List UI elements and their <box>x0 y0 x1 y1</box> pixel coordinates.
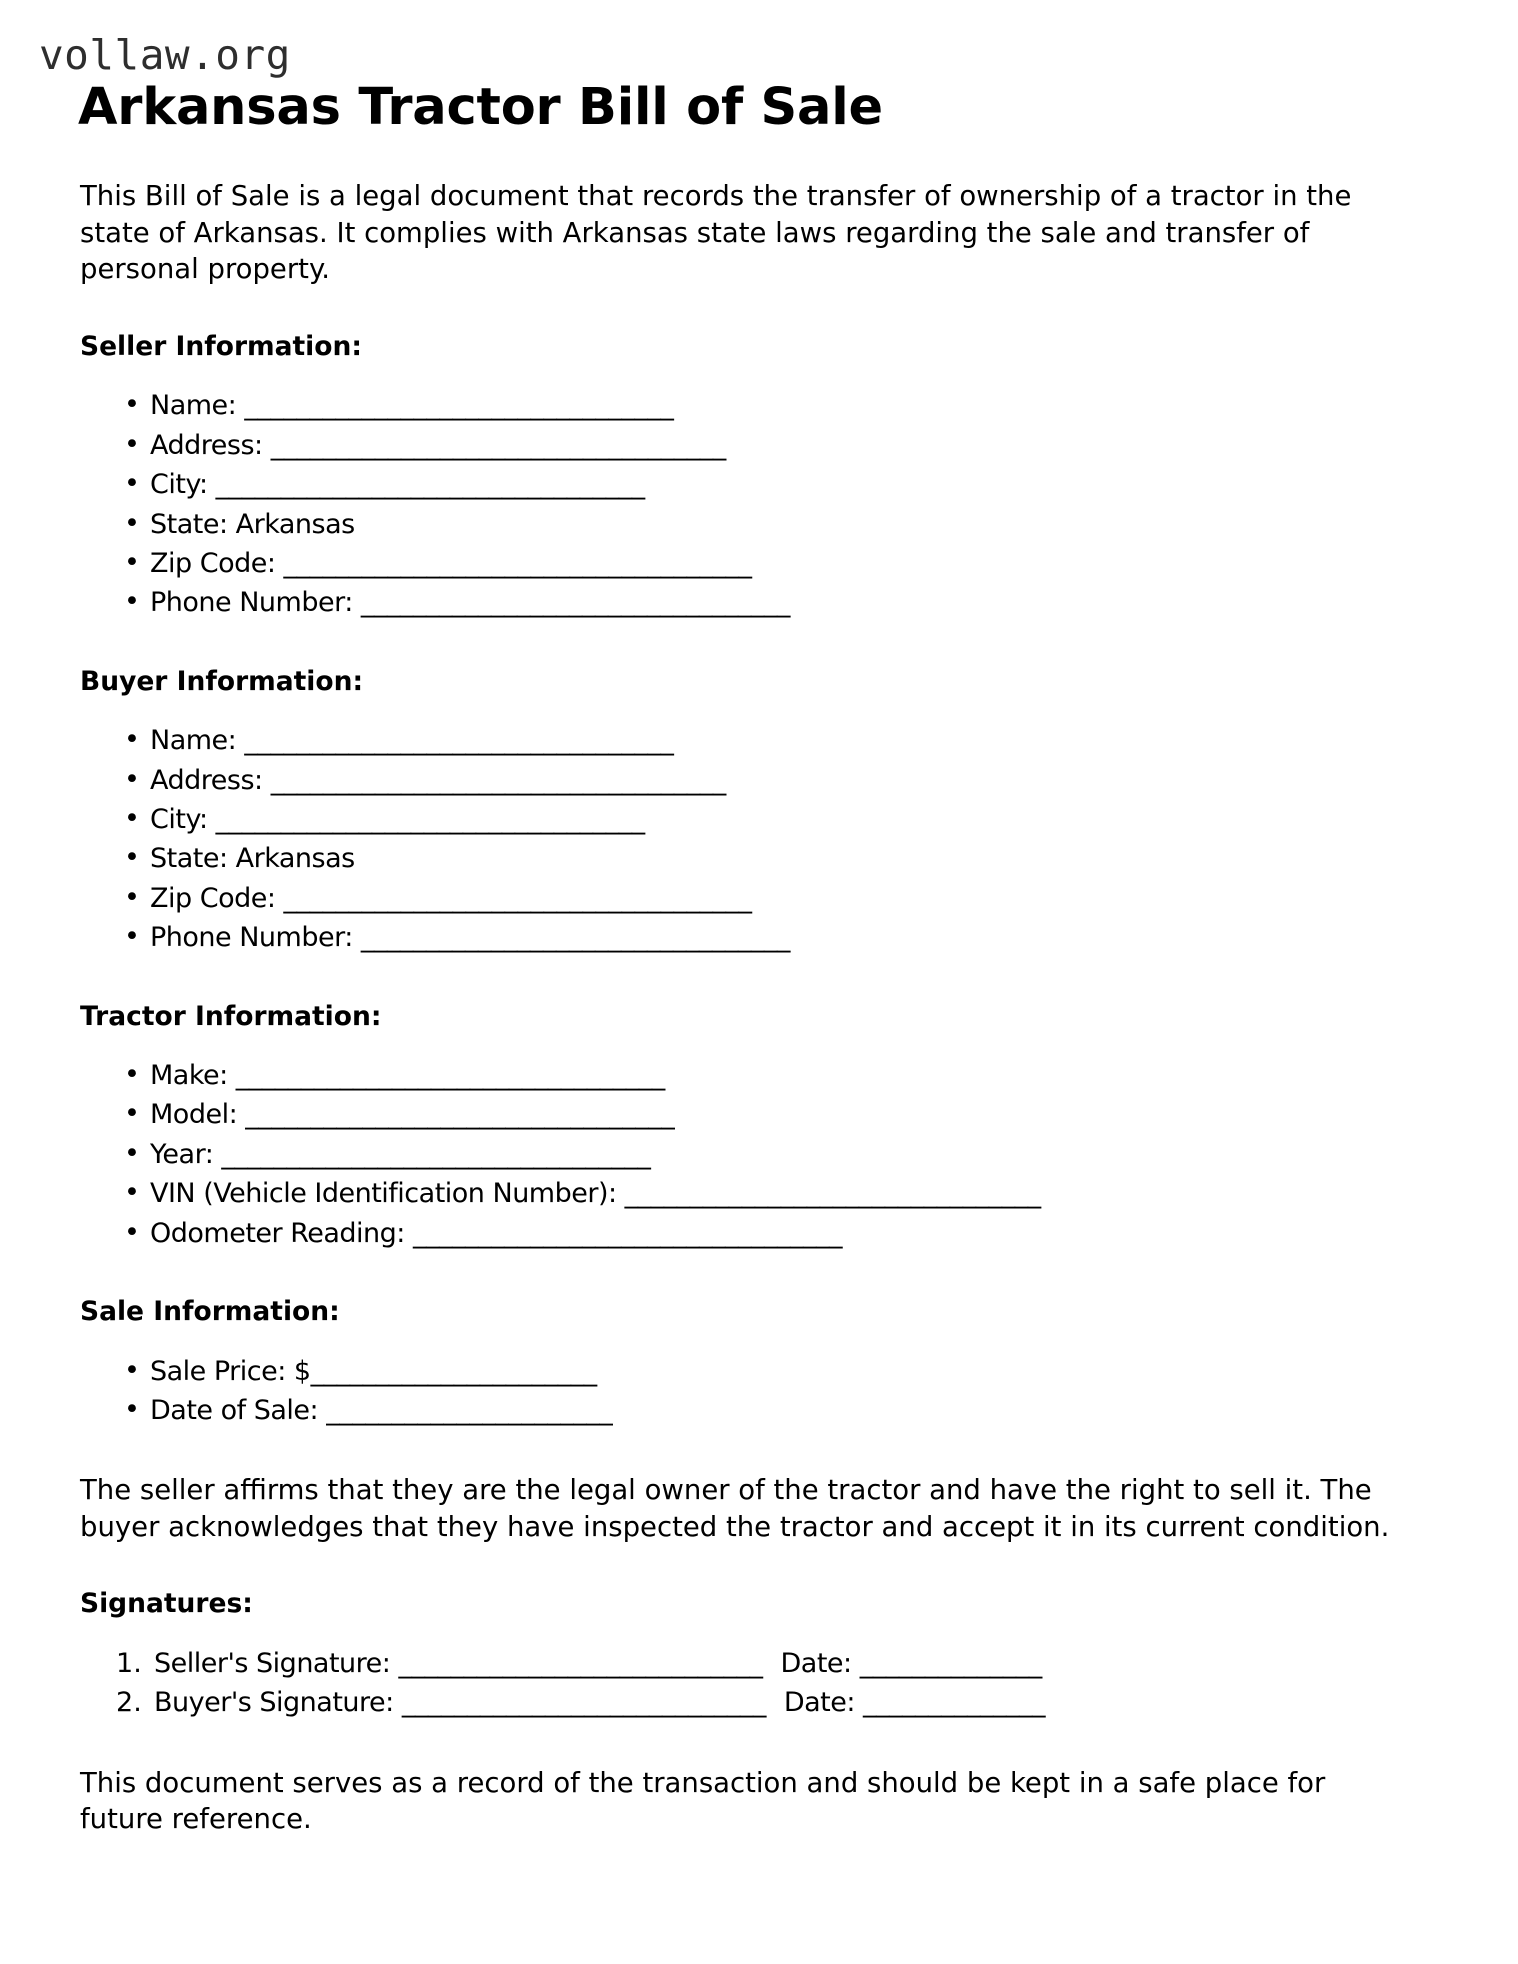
list-item <box>124 879 1458 918</box>
tractor-field-make: Make: _________________________________ <box>150 1060 665 1092</box>
seller-field-phone: Phone Number: _________________________________ <box>150 587 790 619</box>
section-heading-buyer: Buyer Information: <box>80 665 364 697</box>
buyer-field-city: City: _________________________________ <box>150 803 645 835</box>
section-heading-seller: Seller Information: <box>80 330 362 362</box>
list-item <box>124 1391 1458 1430</box>
sale-field-date: Date of Sale: ______________________ <box>150 1394 613 1426</box>
tractor-field-odometer: Odometer Reading: _________________________________ <box>150 1217 842 1249</box>
list-item <box>124 386 1458 425</box>
tractor-field-vin: VIN (Vehicle Identification Number): ________________________________ <box>150 1178 1041 1210</box>
list-item <box>124 426 1458 465</box>
seller-signature-label: Seller's Signature: ____________________________ <box>154 1647 763 1679</box>
buyer-field-zip: Zip Code: ____________________________________ <box>150 882 752 914</box>
list-item <box>124 800 1458 839</box>
list-item <box>124 761 1458 800</box>
buyer-field-phone: Phone Number: _________________________________ <box>150 922 790 954</box>
closing-paragraph: This document serves as a record of the transaction and should be kept in a safe place for future reference. <box>80 1766 1326 1836</box>
section-heading-tractor: Tractor Information: <box>80 1000 382 1032</box>
list-item <box>124 505 1458 544</box>
seller-field-zip: Zip Code: ____________________________________ <box>150 547 752 579</box>
seller-signature-date-label: Date: ______________ <box>780 1647 1042 1679</box>
buyer-signature-label: Buyer's Signature: ____________________________ <box>154 1687 766 1719</box>
tractor-field-list <box>80 1056 1458 1253</box>
site-watermark: vollaw.org <box>39 31 291 79</box>
list-item <box>116 1683 1458 1722</box>
tractor-field-model: Model: _________________________________ <box>150 1099 675 1131</box>
list-item <box>124 1056 1458 1095</box>
buyer-field-state: State: Arkansas <box>150 843 355 875</box>
seller-field-list <box>80 386 1458 622</box>
tractor-field-year: Year: _________________________________ <box>150 1138 651 1170</box>
seller-field-name: Name: _________________________________ <box>150 390 674 422</box>
list-item <box>124 918 1458 957</box>
seller-field-address: Address: ___________________________________ <box>150 429 726 461</box>
buyer-field-name: Name: _________________________________ <box>150 725 674 757</box>
buyer-signature-date-label: Date: ______________ <box>783 1687 1046 1719</box>
list-item <box>124 721 1458 760</box>
list-item <box>124 465 1458 504</box>
section-heading-sale: Sale Information: <box>80 1296 340 1328</box>
intro-paragraph: This Bill of Sale is a legal document that records the transfer of ownership of a tractor in the state of Arkansas. It complies with Arkansas state laws regarding the sale and transfer of personal property. <box>80 180 1352 286</box>
list-item <box>124 1135 1458 1174</box>
list-item <box>124 544 1458 583</box>
list-item <box>124 1095 1458 1134</box>
list-item <box>124 1214 1458 1253</box>
document-body <box>80 178 1458 1838</box>
section-heading-signatures: Signatures: <box>80 1588 253 1620</box>
list-item <box>124 1352 1458 1391</box>
sale-field-price: Sale Price: $______________________ <box>150 1355 597 1387</box>
list-item <box>116 1644 1458 1683</box>
list-item <box>124 583 1458 622</box>
buyer-field-list <box>80 721 1458 957</box>
seller-field-state: State: Arkansas <box>150 508 355 540</box>
affirmation-paragraph: The seller affirms that they are the legal owner of the tractor and have the right to sell it. The buyer acknowledges that they have inspected the tractor and accept it in its current condition. <box>80 1474 1390 1543</box>
sale-field-list <box>80 1352 1458 1431</box>
buyer-field-address: Address: ___________________________________ <box>150 764 726 796</box>
list-item <box>124 839 1458 878</box>
page-title: Arkansas Tractor Bill of Sale <box>78 78 883 138</box>
list-item <box>124 1174 1458 1213</box>
signature-list <box>80 1644 1458 1723</box>
seller-field-city: City: _________________________________ <box>150 469 645 501</box>
